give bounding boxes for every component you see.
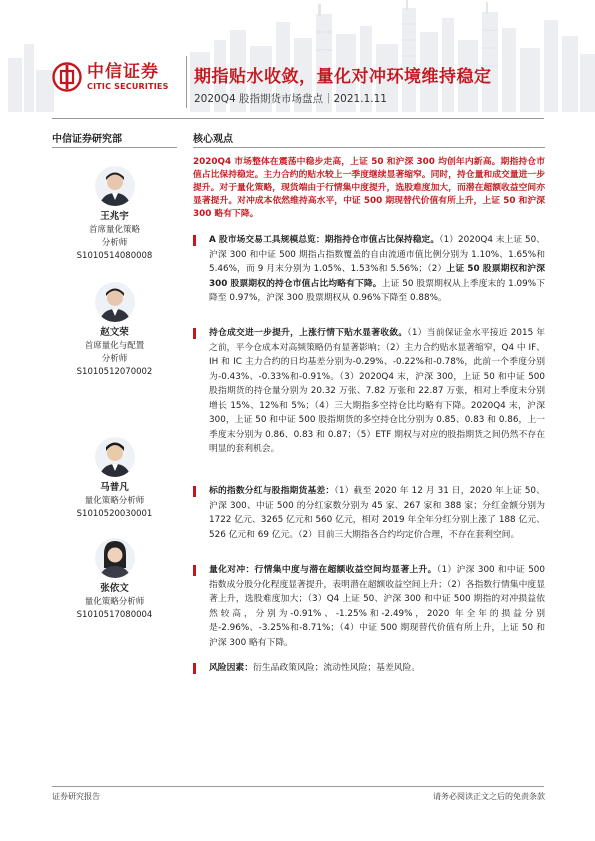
bullet-marker xyxy=(193,565,196,576)
footer-disclaimer-note: 请务必阅读正文之后的免责条款 xyxy=(433,792,545,801)
paragraph-lead: 风险因素： xyxy=(209,663,253,673)
avatar xyxy=(95,282,135,322)
report-subtitle: 2020Q4 股指期货市场盘点｜2021.1.11 xyxy=(194,93,387,105)
bullet-marker xyxy=(193,663,196,674)
analyst-name: 马普凡 xyxy=(100,482,129,493)
paragraph-lead: 持仓成交进一步提升，上涨行情下贴水显著收敛。 xyxy=(209,328,408,338)
paragraph-emphasis: 上证 50 股票期权和沪深 300 股票期权的持仓市值占比均略有下降。 xyxy=(209,264,546,289)
bullet-paragraph xyxy=(193,661,545,676)
avatar xyxy=(95,538,135,578)
footer-rule xyxy=(52,786,544,787)
bullet-marker xyxy=(193,235,196,246)
bullet-marker xyxy=(193,486,196,497)
paragraph-text: （1）沪深 300 和中证 500 指数成分股分化程度显著提升，表明潜在超额收益空间上升；（2）各指数行情集中度显著上升，选股难度加大；（3）Q4 上证 50、沪深 300 和中证 500 期指的对冲损益依然较高，分别为-0.91%、-1.25%和-2.49%，2020 年全年的损益分别是-2.96%、-3.25%和-8.71%；（4）中证 500 期现替代价值有所上升，上证 50 和沪深 300 略有下降。 xyxy=(209,565,545,648)
footer-report-type: 证券研究报告 xyxy=(52,792,100,801)
analyst-card xyxy=(52,282,177,379)
department-label: 中信证券研究部 xyxy=(52,134,122,145)
analyst-card xyxy=(52,166,177,263)
paragraph-lead: 标的指数分红与股指期货基差： xyxy=(209,486,335,496)
avatar xyxy=(95,166,135,206)
paragraph-text: 上证 50 股票期权从上季度末的 1.09%下降至 0.97%，沪深 300 股票期权从 0.96%下降至 0.88%。 xyxy=(209,278,545,303)
analyst-name: 赵文荣 xyxy=(100,327,129,338)
analyst-name: 张依文 xyxy=(100,583,129,594)
citic-emblem-icon xyxy=(52,62,82,92)
section-positions-basis xyxy=(193,326,545,457)
bullet-paragraph xyxy=(193,563,545,650)
section-risk-factors xyxy=(193,661,545,676)
section-market-overview xyxy=(193,233,545,306)
core-views-rule xyxy=(193,147,545,148)
bullet-paragraph xyxy=(193,233,545,306)
core-views-heading: 核心观点 xyxy=(193,134,233,145)
logo-english-text: CITIC SECURITIES xyxy=(87,81,169,91)
department-rule xyxy=(52,147,177,148)
paragraph-text: 衍生品政策风险；流动性风险；基差风险。 xyxy=(253,663,421,673)
logo-chinese-text: 中信证券 xyxy=(87,61,159,82)
paragraph-text: （1）2020Q4 末上证 50、沪深 300 和中证 500 期指占指数覆盖的自由流通市值比例分别为 1.10%、1.65%和 5.46%，而 9 月末分别为 1.05%、1.53%和 5.56%；（2） xyxy=(209,235,545,274)
bullet-paragraph xyxy=(193,326,545,457)
analyst-title: 量化策略分析师 xyxy=(84,496,145,506)
analyst-license-id: S1010514080008 xyxy=(76,251,153,261)
section-dividends xyxy=(193,484,545,542)
analyst-card xyxy=(52,437,177,521)
report-header xyxy=(0,0,595,112)
analyst-title: 量化策略分析师 xyxy=(84,597,145,607)
analyst-card xyxy=(52,538,177,622)
analyst-license-id: S1010520030001 xyxy=(76,509,153,519)
logo-divider xyxy=(186,56,187,108)
paragraph-text: （1）当前保证金水平接近 2015 年之前，平今仓成本对高频策略仍有显著影响；（2）主力合约贴水显著缩窄，Q4 中 IF、IH 和 IC 主力合约的日均基差分别为-0.29%、-0.22%和-0.78%，此前一个季度分别为-0.43%、-0.33%和-0.91%。（3）2020Q4 末，沪深 300，上证 50 和中证 500 股指期货的持仓量分别为 20.32 万张、7.82 万张和 22.87 万张，相对上季度末分别增长 15%、12%和 5%；（4）三大期指多空持仓比均略有下降。2020Q4 末，沪深 300，上证 50 和中证 500 股指期货的多空持仓比分别为 0.85、0.83 和 0.86，上一季度末分别为 0.86、0.83 和 0.87；（5）ETF 期权与对应的股指期货之间仍然不存在明显的套利机会。 xyxy=(209,328,545,454)
analyst-name: 王兆宇 xyxy=(100,211,129,222)
paragraph-lead: A 股市场交易工具规模总览：期指持仓市值占比保持稳定。 xyxy=(209,235,440,245)
citic-logo xyxy=(52,62,169,92)
bullet-paragraph xyxy=(193,484,545,542)
analyst-license-id: S1010517080004 xyxy=(76,610,153,620)
header-rule xyxy=(52,118,544,119)
bullet-marker xyxy=(193,328,196,339)
avatar xyxy=(95,437,135,477)
analyst-title: 分析师 xyxy=(101,238,128,248)
paragraph-text: （1）截至 2020 年 12 月 31 日，2020 年上证 50、沪深 300、中证 500 的分红家数分别为 45 家、267 家和 388 家；分红金额分别为 1722 亿元、3265 亿元和 560 亿元，相对 2019 年全年分红分别上涨了 188 亿元、526 亿元和 69 亿元。（2）目前三大期指各合约均定价合理，不存在套利空间。 xyxy=(209,486,545,540)
analyst-title: 首席量化策略 xyxy=(88,225,140,235)
core-summary: 2020Q4 市场整体在震荡中稳步走高，上证 50 和沪深 300 均创年内新高。期指持仓市值占比保持稳定。主力合约的贴水较上一季度继续显著缩窄。同时，持仓量和成交量进一步提升。对于量化策略，现货端由于行情集中度提升，选股难度加大，而潜在超额收益空间亦显著提升。对冲成本依然维持高水平，中证 500 期现替代价值有所上升，上证 50 和沪深 300 略有下降。 xyxy=(193,157,545,219)
analyst-title: 分析师 xyxy=(101,354,128,364)
analyst-title: 首席量化与配置 xyxy=(84,341,145,351)
report-title: 期指贴水收敛，量化对冲环境维持稳定 xyxy=(194,67,492,87)
paragraph-lead: 量化对冲：行情集中度与潜在超额收益空间均显著上升。 xyxy=(209,565,437,575)
analyst-license-id: S1010512070002 xyxy=(76,367,153,377)
section-quant-hedging xyxy=(193,563,545,650)
